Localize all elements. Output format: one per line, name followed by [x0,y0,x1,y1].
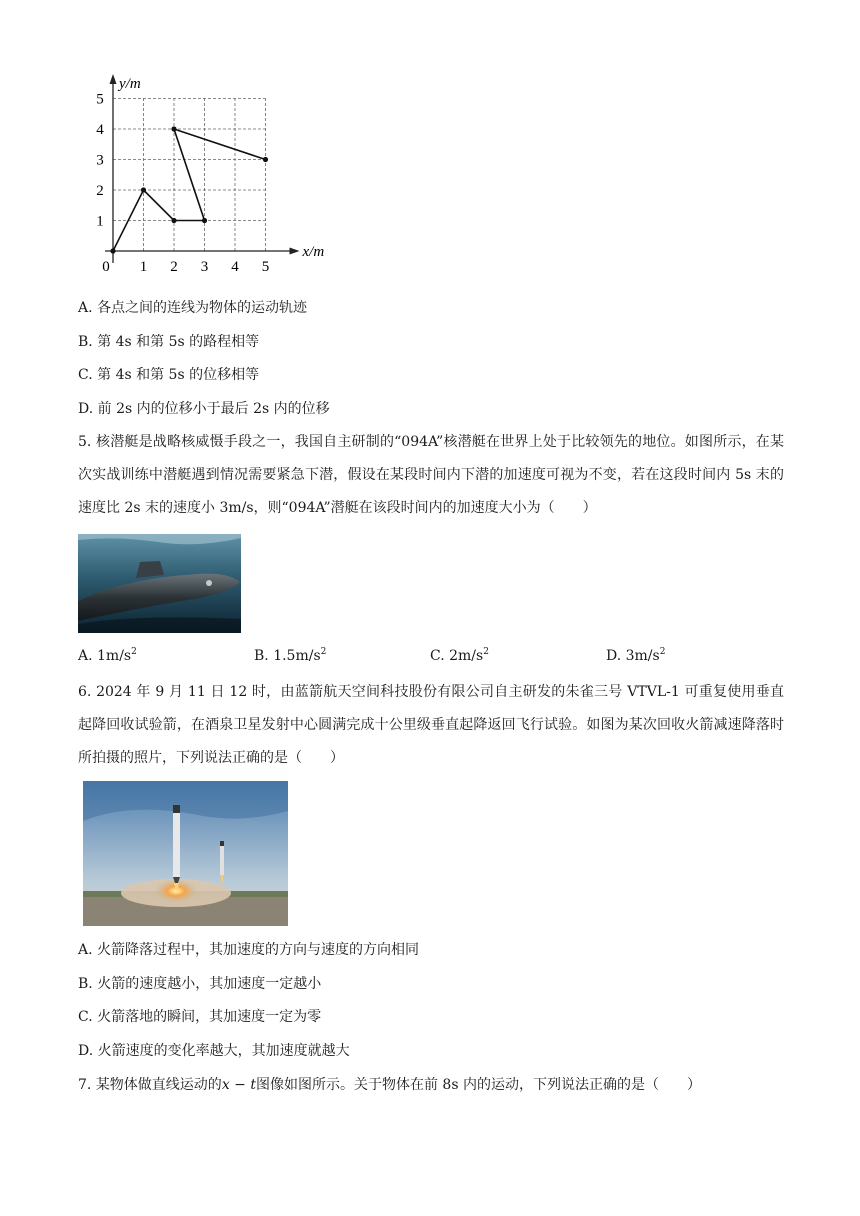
q5-option-d: D. $3m/s^2$ [606,647,666,664]
data-point [263,157,268,162]
q5-option-c: C. $2m/s^2$ [430,647,489,664]
origin-label: 0 [102,259,110,275]
y-tick-label: 1 [96,213,104,230]
q4-option-b: B. 第 4s 和第 5s 的路程相等 [78,334,260,350]
data-point [171,126,176,131]
submarine-photo [78,534,241,633]
x-axis-arrow [290,248,300,255]
q5-stem: 5. 核潜艇是战略核威慑手段之一，我国自主研制的“094A”核潜艇在世界上处于比较领先的地位。如图所示，在某次实战训练中潜艇遇到情况需要紧急下潜，假设在某段时间内下潜的加速度可视为不变，若在这段时间内 5s 末的速度比 2s 末的速度小 3m/s，则“094A”潜艇在该段时间内的加速度大小为（ ） [78,434,784,516]
q7-suffix: 图像如图所示。关于物体在前 8s 内的运动，下列说法正确的是（ ） [255,1077,701,1093]
q6-option-c: C. 火箭落地的瞬间，其加速度一定为零 [78,1009,322,1025]
q7-math: x − t [221,1077,256,1093]
y-tick-label: 3 [96,152,104,169]
data-point [171,218,176,223]
x-tick-label: 3 [200,259,209,275]
x-tick-label: 2 [170,259,178,275]
q6-option-a: A. 火箭降落过程中，其加速度的方向与速度的方向相同 [78,942,420,958]
q7-prefix: 7. 某物体做直线运动的 [78,1077,222,1093]
position-graph [78,68,348,283]
q7-stem [78,1076,701,1094]
y-tick-label: 4 [96,122,104,138]
data-point [141,187,146,192]
x-tick-label: 4 [231,259,239,275]
q4-option-a: A. 各点之间的连线为物体的运动轨迹 [78,300,308,316]
q5-option-b: B. $1.5m/s^2$ [254,647,327,664]
rocket-landing-photo [83,781,288,926]
q4-option-d: D. 前 2s 内的位移小于最后 2s 内的位移 [78,401,330,417]
x-axis-label: x/m [302,244,325,260]
q6-stem: 6. 2024 年 9 月 11 日 12 时，由蓝箭航天空间科技股份有限公司自主研发的朱雀三号 VTVL-1 可重复使用垂直起降回收试验箭，在酒泉卫星发射中心圆满完成十公里级垂直起降返回飞行试验。如图为某次回收火箭减速降落时所拍摄的照片，下列说法正确的是（ ） [78,684,784,766]
y-axis-label: y/m [119,76,141,92]
y-tick-label: 2 [96,183,104,199]
x-tick-label: 5 [261,259,270,275]
y-tick-label: 5 [96,91,104,108]
data-point [110,248,115,253]
q4-option-c: C. 第 4s 和第 5s 的位移相等 [78,367,260,383]
q6-option-d: D. 火箭速度的变化率越大，其加速度就越大 [78,1043,350,1059]
q6-option-b: B. 火箭的速度越小，其加速度一定越小 [78,976,322,992]
x-tick-label: 1 [139,259,148,275]
data-point [202,218,207,223]
y-axis-arrow [110,74,117,84]
q5-option-a: A. $1m/s^2$ [78,647,137,664]
